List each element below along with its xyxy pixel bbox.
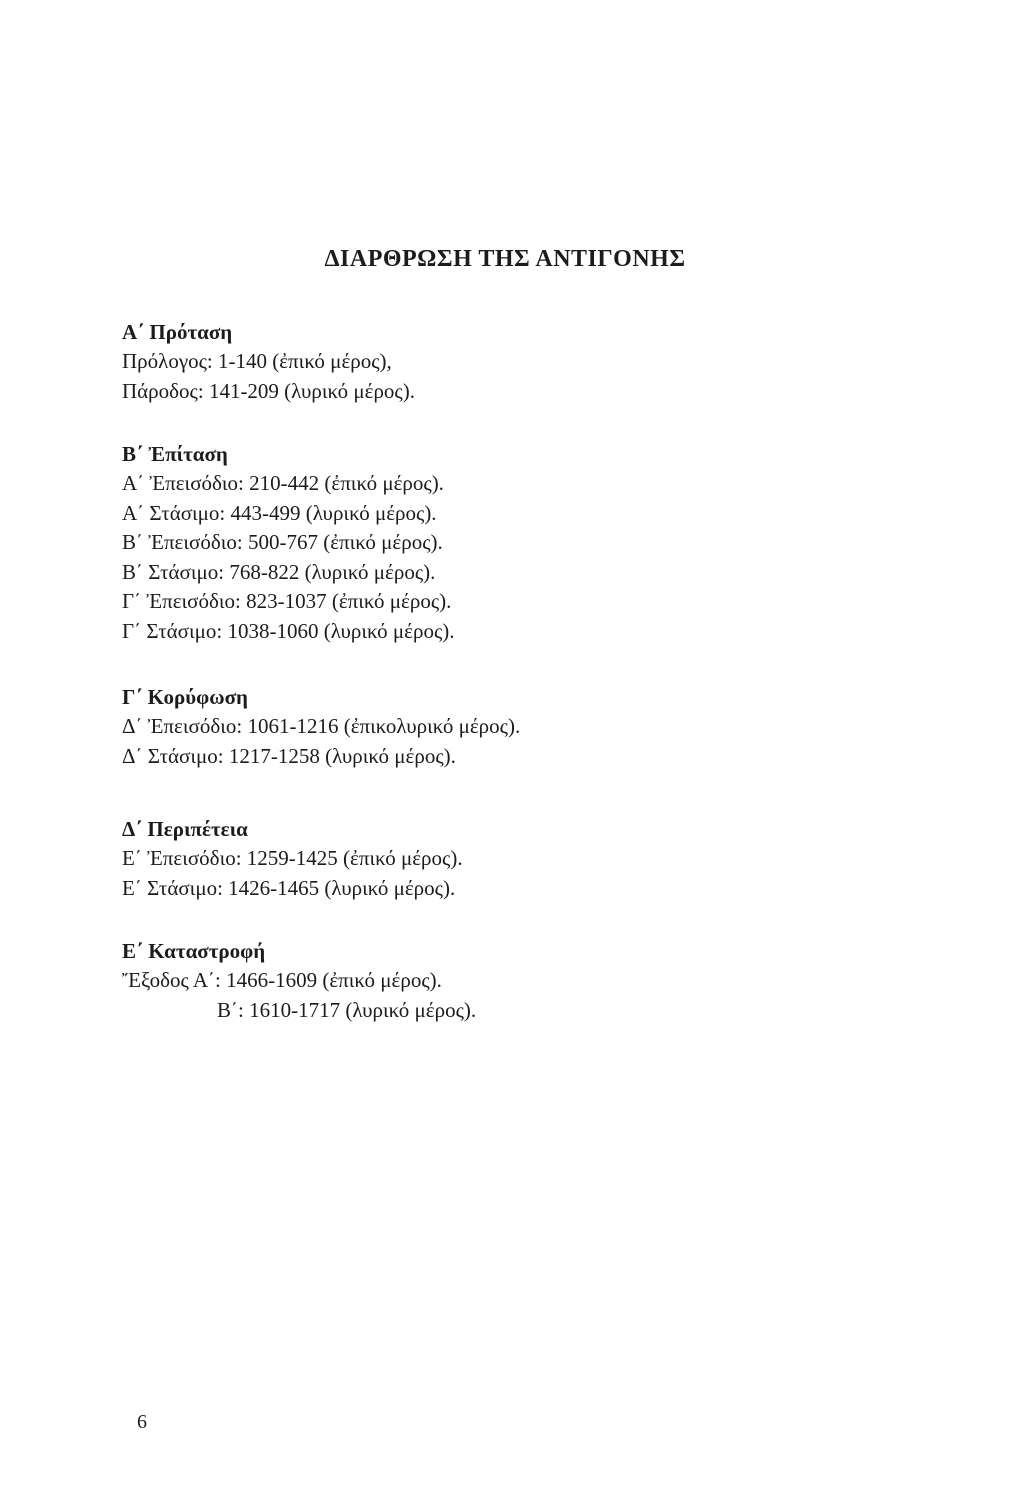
section-epitasi — [122, 440, 882, 646]
section-line: Πάροδος: 141-209 (λυρικό μέρος). — [122, 378, 415, 403]
section-peripeteia — [122, 815, 882, 903]
section-koryfosi — [122, 683, 882, 771]
section-line: Γ΄ Ἐπεισόδιο: 823-1037 (ἐπικό μέρος). — [122, 589, 452, 613]
section-katastrofi — [122, 937, 882, 1025]
section-heading: Ε΄ Καταστροφή — [122, 939, 266, 963]
page-number: 6 — [137, 1411, 147, 1433]
section-line: Β΄: 1610-1717 (λυρικό μέρος). — [217, 997, 477, 1022]
section-line: Γ΄ Στάσιμο: 1038-1060 (λυρικό μέρος). — [122, 618, 455, 643]
section-line: Δ΄ Στάσιμο: 1217-1258 (λυρικό μέρος). — [122, 743, 456, 768]
section-heading: Γ΄ Κορύφωση — [122, 685, 248, 709]
section-line: Α΄ Ἐπεισόδιο: 210-442 (ἐπικό μέρος). — [122, 471, 444, 495]
section-heading: Β΄ Ἐπίταση — [122, 442, 228, 466]
section-protasi — [122, 318, 882, 406]
section-heading: Α΄ Πρόταση — [122, 320, 233, 344]
document-title: ΔΙΑΡΘΡΩΣΗ ΤΗΣ ΑΝΤΙΓΟΝΗΣ — [324, 246, 686, 272]
section-line: Ἔξοδος Α΄: 1466-1609 (ἐπικό μέρος). — [122, 968, 442, 992]
section-line: Β΄ Ἐπεισόδιο: 500-767 (ἐπικό μέρος). — [122, 530, 443, 554]
section-line: Α΄ Στάσιμο: 443-499 (λυρικό μέρος). — [122, 500, 437, 525]
section-line: Β΄ Στάσιμο: 768-822 (λυρικό μέρος). — [122, 559, 436, 584]
section-line: Δ΄ Ἐπεισόδιο: 1061-1216 (ἐπικολυρικό μέρος). — [122, 714, 521, 738]
section-line: Ε΄ Ἐπεισόδιο: 1259-1425 (ἐπικό μέρος). — [122, 846, 463, 870]
section-line: Πρόλογος: 1-140 (ἐπικό μέρος), — [122, 349, 392, 373]
section-heading: Δ΄ Περιπέτεια — [122, 817, 248, 841]
section-line: Ε΄ Στάσιμο: 1426-1465 (λυρικό μέρος). — [122, 875, 456, 900]
